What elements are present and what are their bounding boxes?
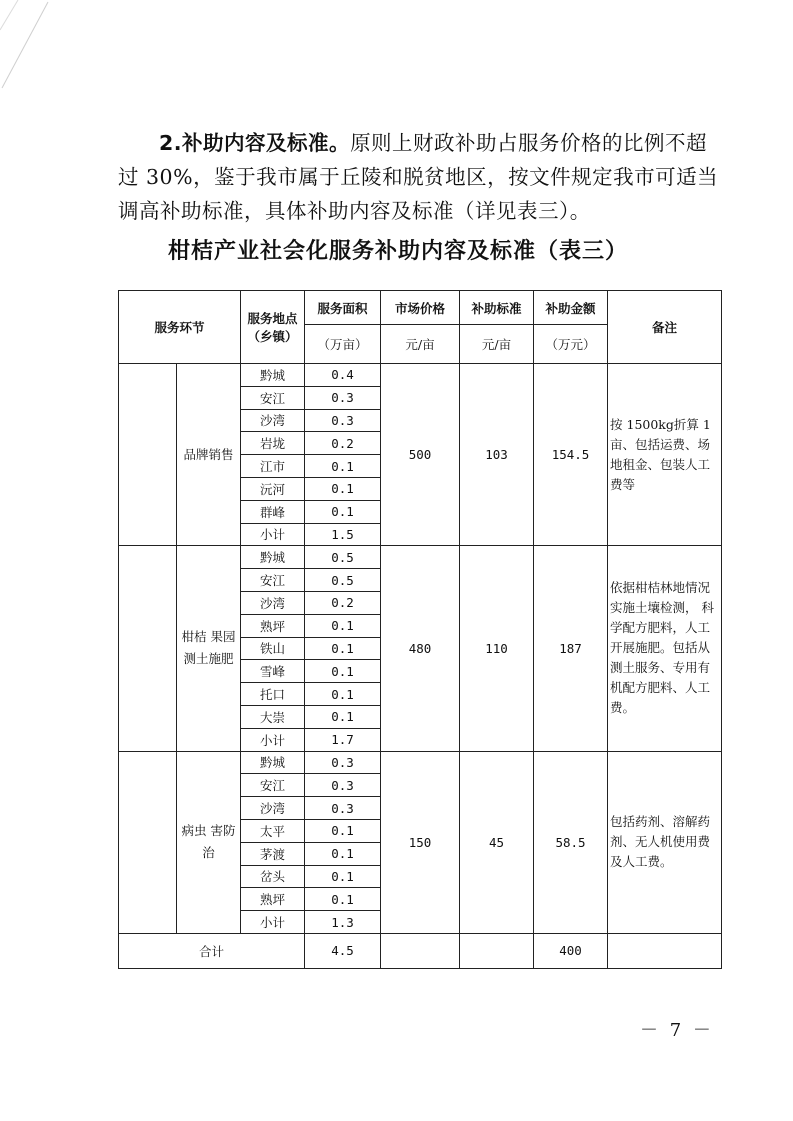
town-cell: 熟坪 bbox=[241, 888, 305, 911]
town-cell: 雪峰 bbox=[241, 660, 305, 683]
area-cell: 0.2 bbox=[305, 591, 381, 614]
town-cell: 安江 bbox=[241, 386, 305, 409]
area-cell: 0.1 bbox=[305, 842, 381, 865]
town-cell: 黔城 bbox=[241, 751, 305, 774]
market-price-cell: 150 bbox=[381, 751, 460, 933]
town-cell: 安江 bbox=[241, 774, 305, 797]
area-cell: 1.3 bbox=[305, 911, 381, 934]
town-cell: 小计 bbox=[241, 911, 305, 934]
subsidy-standard-cell: 110 bbox=[460, 546, 534, 751]
town-cell: 黔城 bbox=[241, 364, 305, 387]
body-paragraph bbox=[118, 126, 719, 228]
group-spacer-cell bbox=[119, 751, 177, 933]
town-cell: 铁山 bbox=[241, 637, 305, 660]
table-body bbox=[119, 364, 722, 969]
section-heading: 2.补助内容及标准。 bbox=[159, 131, 351, 155]
market-price-cell: 500 bbox=[381, 364, 460, 546]
town-cell: 茅渡 bbox=[241, 842, 305, 865]
table-title: 柑桔产业社会化服务补助内容及标准（表三） bbox=[167, 239, 628, 264]
area-cell: 1.7 bbox=[305, 728, 381, 751]
total-label: 合计 bbox=[119, 933, 305, 968]
town-cell: 托口 bbox=[241, 683, 305, 706]
area-cell: 0.1 bbox=[305, 683, 381, 706]
market-price-cell: 480 bbox=[381, 546, 460, 751]
town-cell: 沙湾 bbox=[241, 409, 305, 432]
area-cell: 0.5 bbox=[305, 569, 381, 592]
area-cell: 0.1 bbox=[305, 660, 381, 683]
total-row bbox=[119, 933, 722, 968]
area-cell: 0.4 bbox=[305, 364, 381, 387]
town-cell: 江市 bbox=[241, 455, 305, 478]
service-pest-control: 病虫 害防治 bbox=[177, 751, 241, 933]
remark-cell: 包括药剂、溶解药剂、无人机使用费及人工费。 bbox=[608, 751, 722, 933]
total-remark-empty bbox=[608, 933, 722, 968]
area-cell: 0.1 bbox=[305, 637, 381, 660]
header-subsidy-standard: 补助标准 bbox=[460, 291, 534, 325]
table-row bbox=[119, 364, 722, 387]
area-cell: 0.5 bbox=[305, 546, 381, 569]
town-cell: 小计 bbox=[241, 728, 305, 751]
header-subsidy-standard-unit: 元/亩 bbox=[460, 325, 534, 364]
group-spacer-cell bbox=[119, 364, 177, 546]
area-cell: 0.1 bbox=[305, 865, 381, 888]
area-cell: 0.1 bbox=[305, 614, 381, 637]
paragraph-line-3: 调高补助标准，具体补助内容及标准（详见表三）。 bbox=[118, 199, 591, 223]
area-cell: 0.1 bbox=[305, 819, 381, 842]
header-market-price: 市场价格 bbox=[381, 291, 460, 325]
town-cell: 小计 bbox=[241, 523, 305, 546]
scan-corner-mark bbox=[0, 0, 60, 90]
total-area: 4.5 bbox=[305, 933, 381, 968]
group-spacer-cell bbox=[119, 546, 177, 751]
town-cell: 群峰 bbox=[241, 500, 305, 523]
town-cell: 沅河 bbox=[241, 477, 305, 500]
paragraph-line-2: 过 30%，鉴于我市属于丘陵和脱贫地区，按文件规定我市可适当 bbox=[118, 165, 719, 189]
header-subsidy-amount: 补助金额 bbox=[534, 291, 608, 325]
area-cell: 0.1 bbox=[305, 455, 381, 478]
town-cell: 岩垅 bbox=[241, 432, 305, 455]
town-cell: 熟坪 bbox=[241, 614, 305, 637]
header-location: 服务地点 （乡镇） bbox=[241, 291, 305, 364]
subsidy-amount-cell: 154.5 bbox=[534, 364, 608, 546]
header-subsidy-amount-unit: （万元） bbox=[534, 325, 608, 364]
subsidy-amount-cell: 58.5 bbox=[534, 751, 608, 933]
header-remark: 备注 bbox=[608, 291, 722, 364]
subsidy-amount-cell: 187 bbox=[534, 546, 608, 751]
page-number: － 7 － bbox=[640, 1020, 714, 1041]
header-service: 服务环节 bbox=[119, 291, 241, 364]
header-market-price-unit: 元/亩 bbox=[381, 325, 460, 364]
area-cell: 0.3 bbox=[305, 774, 381, 797]
area-cell: 0.3 bbox=[305, 409, 381, 432]
total-subsidy-amount: 400 bbox=[534, 933, 608, 968]
service-brand-sales: 品牌销售 bbox=[177, 364, 241, 546]
remark-cell: 按 1500kg折算 1 亩、包括运费、场地租金、包装人工费等 bbox=[608, 364, 722, 546]
area-cell: 0.3 bbox=[305, 797, 381, 820]
town-cell: 岔头 bbox=[241, 865, 305, 888]
area-cell: 0.3 bbox=[305, 386, 381, 409]
area-cell: 0.3 bbox=[305, 751, 381, 774]
service-soil-fertilize: 柑桔 果园 测土施肥 bbox=[177, 546, 241, 751]
town-cell: 黔城 bbox=[241, 546, 305, 569]
town-cell: 沙湾 bbox=[241, 591, 305, 614]
area-cell: 0.1 bbox=[305, 888, 381, 911]
subsidy-standard-cell: 103 bbox=[460, 364, 534, 546]
subsidy-standard-cell: 45 bbox=[460, 751, 534, 933]
header-area: 服务面积 bbox=[305, 291, 381, 325]
area-cell: 0.2 bbox=[305, 432, 381, 455]
town-cell: 太平 bbox=[241, 819, 305, 842]
table-row bbox=[119, 546, 722, 569]
paragraph-line-1: 2.补助内容及标准。原则上财政补助占服务价格的比例不超 bbox=[159, 131, 708, 155]
header-area-unit: （万亩） bbox=[305, 325, 381, 364]
subsidy-table bbox=[118, 290, 722, 969]
town-cell: 沙湾 bbox=[241, 797, 305, 820]
town-cell: 大崇 bbox=[241, 705, 305, 728]
total-subsidy-standard-empty bbox=[460, 933, 534, 968]
town-cell: 安江 bbox=[241, 569, 305, 592]
area-cell: 0.1 bbox=[305, 705, 381, 728]
area-cell: 0.1 bbox=[305, 500, 381, 523]
area-cell: 1.5 bbox=[305, 523, 381, 546]
total-market-price-empty bbox=[381, 933, 460, 968]
remark-cell: 依据柑桔林地情况实施土壤检测， 科学配方肥料，人工开展施肥。包括从测土服务、专用有机配方肥料、人工费。 bbox=[608, 546, 722, 751]
table-row bbox=[119, 751, 722, 774]
area-cell: 0.1 bbox=[305, 477, 381, 500]
